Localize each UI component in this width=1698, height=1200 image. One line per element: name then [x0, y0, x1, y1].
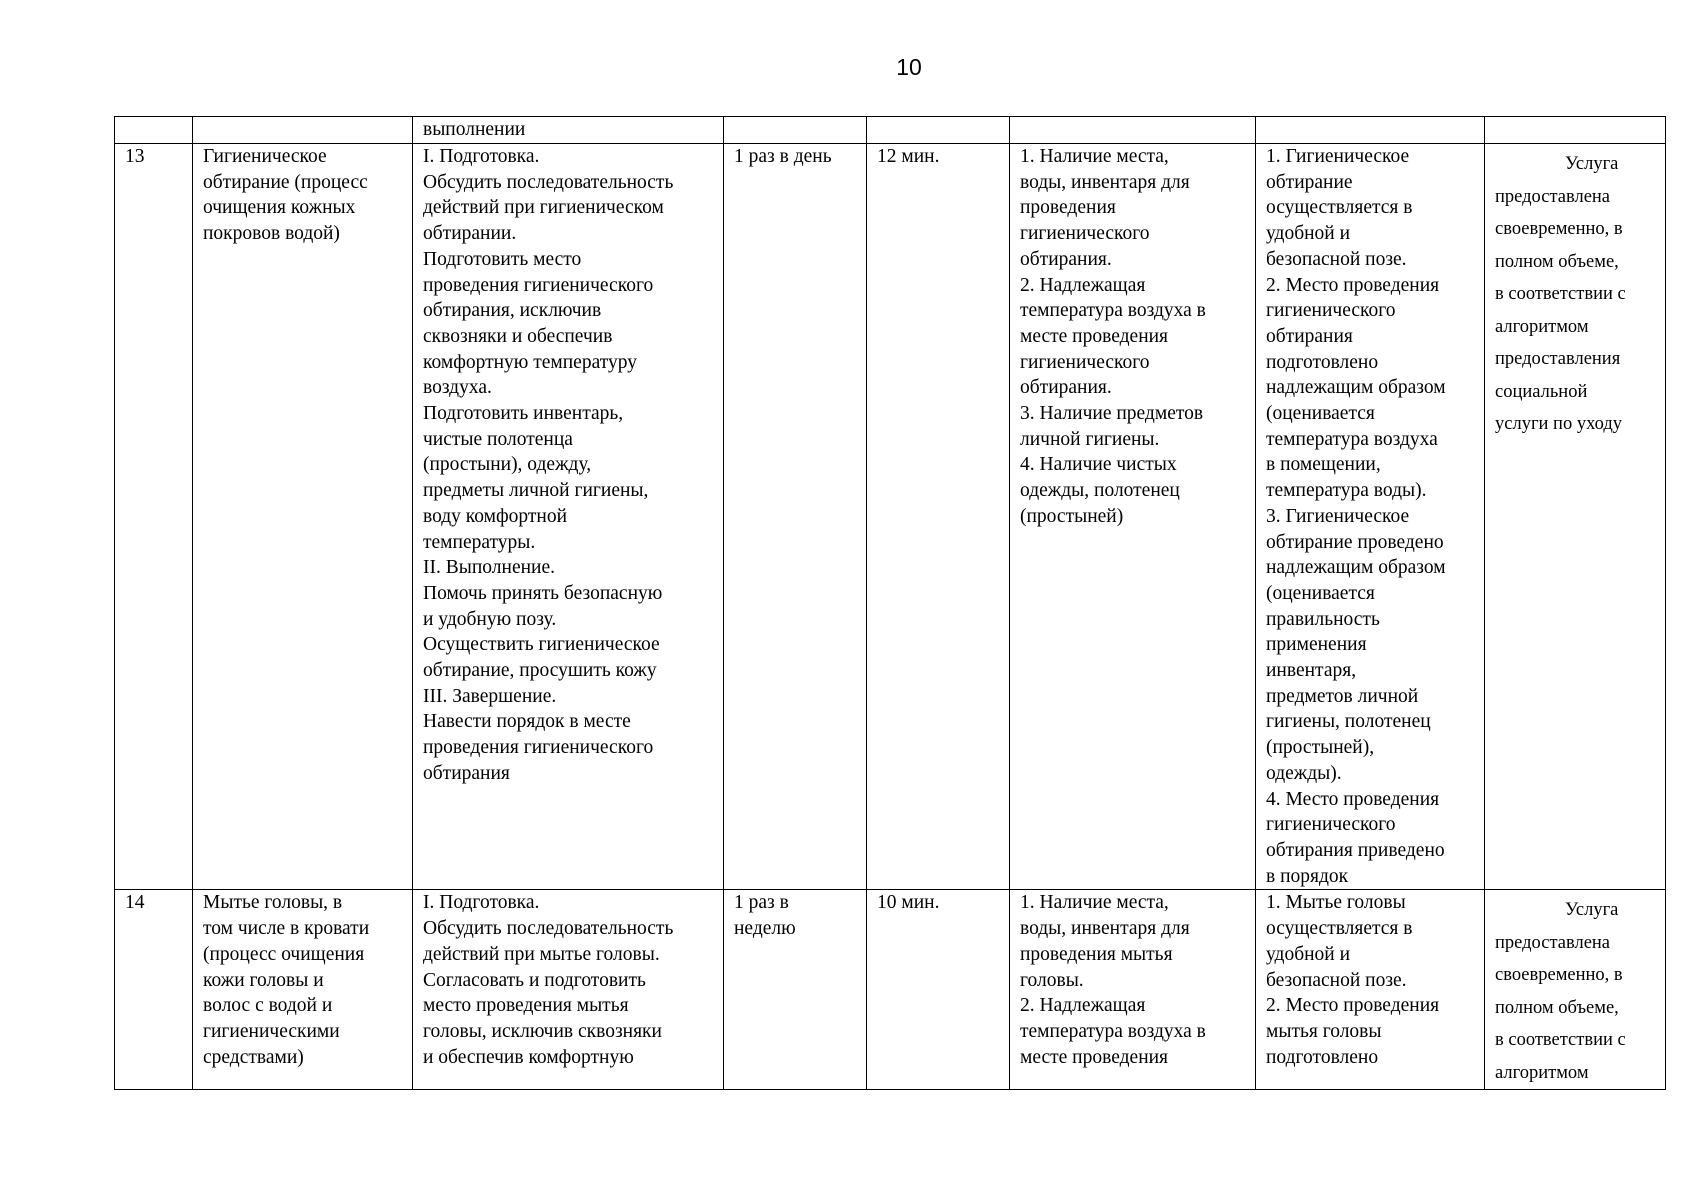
text-line: проведения — [1020, 197, 1116, 219]
text-line: предметов личной — [1266, 685, 1419, 707]
text-line: Мытье головы, в — [203, 892, 343, 914]
text-line: мытья головы — [1266, 1020, 1382, 1042]
text-line: 1. Гигиеническое — [1266, 146, 1410, 167]
text-line: осуществляется в — [1266, 918, 1413, 940]
text-line: полном объеме, — [1495, 997, 1619, 1018]
text-line: кожи головы и — [203, 969, 324, 991]
row-number: 13 — [115, 144, 193, 890]
conditions-cell — [1010, 890, 1256, 1090]
text-line: очищения кожных — [203, 197, 356, 219]
quality-text — [1266, 144, 1476, 889]
text-line: подготовлено — [1266, 351, 1379, 373]
quality-cell — [1256, 144, 1485, 890]
text-line: температура воздуха в — [1020, 300, 1206, 322]
text-line: воздуха. — [423, 377, 492, 399]
frequency-cell — [724, 144, 867, 890]
text-line: проведения гигиенического — [423, 737, 654, 759]
text-line: обтирание — [1266, 171, 1353, 193]
text-line: волос с водой и — [203, 995, 333, 1017]
text-line: предоставлена — [1495, 186, 1611, 207]
text-line: 1 раз в день — [734, 146, 832, 167]
service-name — [203, 890, 404, 1070]
text-line: удобной и — [1266, 223, 1351, 245]
text-line: воды, инвентаря для — [1020, 171, 1190, 193]
text-line: социальной — [1495, 381, 1588, 402]
text-line: чистые полотенца — [423, 428, 573, 450]
text-line: обтирания, исключив — [423, 300, 602, 322]
text-line: надлежащим образом — [1266, 557, 1446, 579]
carry-over-row — [115, 117, 1666, 144]
text-line: 1 раз в — [734, 892, 789, 914]
conditions-text — [1020, 890, 1247, 1070]
page-number: 10 — [896, 54, 922, 80]
service-name — [203, 144, 404, 247]
text-line: Подготовить место — [423, 248, 582, 270]
carry-over-text: выполнении — [423, 119, 526, 140]
conditions-cell — [1010, 117, 1256, 144]
text-line: Подготовить инвентарь, — [423, 403, 624, 425]
text-line: безопасной позе. — [1266, 969, 1407, 991]
text-line: безопасной позе. — [1266, 248, 1407, 270]
text-line: предоставления — [1495, 349, 1621, 369]
quality-text — [1266, 890, 1476, 1070]
text-line: I. Подготовка. — [423, 892, 540, 914]
text-line: гигиенического — [1020, 351, 1150, 373]
text-line: гигиенического — [1266, 814, 1396, 836]
row-number: 14 — [115, 890, 193, 1090]
text-line: гигиеническими — [203, 1020, 340, 1042]
text-line: 1. Наличие места, — [1020, 892, 1169, 914]
text-line: температура воздуха — [1266, 428, 1438, 450]
text-line: гигиенического — [1266, 300, 1396, 322]
text-line: инвентаря, — [1266, 660, 1357, 682]
text-line: воду комфортной — [423, 505, 568, 527]
text-line: головы, исключив сквозняки — [423, 1020, 662, 1042]
text-line: обтирания. — [1020, 377, 1112, 399]
text-line: обтирание проведено — [1266, 531, 1444, 553]
text-line: обтирания. — [1020, 248, 1112, 270]
services-table — [114, 116, 1666, 1090]
text-line: I. Подготовка. — [423, 146, 540, 167]
frequency-cell — [724, 890, 867, 1090]
text-line: правильность — [1266, 608, 1380, 630]
text-line: температура воздуха в — [1020, 1020, 1206, 1042]
text-line: (простыней) — [1020, 505, 1124, 527]
text-line: III. Завершение. — [423, 685, 557, 707]
text-line: месте проведения — [1020, 1046, 1169, 1068]
frequency-cell — [724, 117, 867, 144]
conditions-cell — [1010, 144, 1256, 890]
service-name-cell — [193, 144, 413, 890]
procedure-text — [423, 144, 715, 787]
text-line: 2. Надлежащая — [1020, 995, 1146, 1017]
duration-cell — [867, 117, 1010, 144]
text-line: алгоритмом — [1495, 1062, 1589, 1083]
duration-cell: 10 мин. — [867, 890, 1010, 1090]
text-line: 2. Место проведения — [1266, 274, 1440, 296]
frequency-text — [734, 144, 858, 170]
result-text — [1495, 894, 1659, 1089]
text-line: и удобную позу. — [423, 608, 557, 630]
text-line: 2. Надлежащая — [1020, 274, 1146, 296]
text-line: в соответствии с — [1495, 284, 1626, 304]
number-cell — [115, 117, 193, 144]
text-line: сквозняки и обеспечив — [423, 325, 613, 347]
text-line: обтирание, просушить кожу — [423, 660, 657, 682]
text-line: своевременно, в — [1495, 219, 1623, 239]
frequency-text — [734, 890, 858, 941]
text-line: покровов водой) — [203, 223, 340, 245]
text-line: Услуга — [1565, 154, 1619, 174]
text-line: Обсудить последовательность — [423, 918, 674, 940]
text-line: осуществляется в — [1266, 197, 1413, 219]
text-line: одежды). — [1266, 762, 1342, 784]
text-line: том числе в кровати — [203, 918, 370, 940]
text-line: услуги по уходу — [1495, 414, 1623, 434]
text-line: 1. Мытье головы — [1266, 892, 1406, 914]
name-cell — [193, 117, 413, 144]
text-line: головы. — [1020, 969, 1084, 991]
text-line: алгоритмом — [1495, 316, 1589, 337]
result-text — [1495, 148, 1659, 441]
text-line: обтирание (процесс — [203, 171, 368, 193]
text-line: Согласовать и подготовить — [423, 969, 646, 991]
text-line: предоставлена — [1495, 932, 1611, 953]
text-line: Гигиеническое — [203, 146, 327, 167]
text-line: удобной и — [1266, 943, 1351, 965]
text-line: Услуга — [1565, 900, 1619, 921]
text-line: место проведения мытья — [423, 995, 629, 1017]
text-line: Помочь принять безопасную — [423, 582, 663, 604]
text-line: обтирании. — [423, 223, 517, 245]
result-cell — [1485, 117, 1666, 144]
text-line: комфортную температуру — [423, 351, 637, 373]
text-line: обтирания — [423, 762, 510, 784]
text-line: (простыни), одежду, — [423, 454, 592, 476]
text-line: обтирания — [1266, 325, 1353, 347]
text-line: полном объеме, — [1495, 251, 1619, 272]
text-line: гигиены, полотенец — [1266, 711, 1431, 733]
text-line: II. Выполнение. — [423, 557, 555, 579]
result-cell — [1485, 144, 1666, 890]
text-line: Осуществить гигиеническое — [423, 634, 660, 656]
procedure-text — [423, 890, 715, 1070]
text-line: 3. Наличие предметов — [1020, 403, 1204, 425]
text-line: своевременно, в — [1495, 965, 1623, 986]
text-line: 3. Гигиеническое — [1266, 505, 1410, 527]
text-line: и обеспечив комфортную — [423, 1046, 634, 1068]
result-cell — [1485, 890, 1666, 1090]
text-line: применения — [1266, 634, 1367, 656]
text-line: воды, инвентаря для — [1020, 918, 1190, 940]
conditions-text — [1020, 144, 1247, 530]
text-line: 1. Наличие места, — [1020, 146, 1169, 167]
text-line: в помещении, — [1266, 454, 1381, 476]
text-line: обтирания приведено — [1266, 839, 1445, 861]
text-line: в соответствии с — [1495, 1030, 1626, 1051]
carry-over-cell — [413, 117, 724, 144]
text-line: месте проведения — [1020, 325, 1169, 347]
text-line: 4. Наличие чистых — [1020, 454, 1177, 476]
text-line: (простыней), — [1266, 737, 1375, 759]
table-row-14 — [115, 890, 1666, 1090]
text-line: подготовлено — [1266, 1046, 1379, 1068]
procedure-cell — [413, 144, 724, 890]
text-line: личной гигиены. — [1020, 428, 1160, 450]
text-line: гигиенического — [1020, 223, 1150, 245]
text-line: действий при мытье головы. — [423, 943, 660, 965]
text-line: одежды, полотенец — [1020, 480, 1180, 502]
text-line: (процесс очищения — [203, 943, 365, 965]
text-line: в порядок — [1266, 865, 1349, 887]
text-line: проведения мытья — [1020, 943, 1173, 965]
quality-cell — [1256, 890, 1485, 1090]
text-line: 4. Место проведения — [1266, 788, 1440, 810]
text-line: надлежащим образом — [1266, 377, 1446, 399]
duration-cell: 12 мин. — [867, 144, 1010, 890]
table-row-13 — [115, 144, 1666, 890]
procedure-cell — [413, 890, 724, 1090]
text-line: (оценивается — [1266, 582, 1375, 604]
text-line: действий при гигиеническом — [423, 197, 664, 219]
text-line: Навести порядок в месте — [423, 711, 631, 733]
text-line: Обсудить последовательность — [423, 171, 674, 193]
service-name-cell — [193, 890, 413, 1090]
text-line: средствами) — [203, 1046, 304, 1068]
text-line: (оценивается — [1266, 403, 1375, 425]
text-line: проведения гигиенического — [423, 274, 654, 296]
text-line: температура воды). — [1266, 480, 1427, 502]
quality-cell — [1256, 117, 1485, 144]
text-line: 2. Место проведения — [1266, 995, 1440, 1017]
text-line: предметы личной гигиены, — [423, 480, 649, 502]
text-line: неделю — [734, 918, 796, 940]
text-line: температуры. — [423, 531, 536, 553]
